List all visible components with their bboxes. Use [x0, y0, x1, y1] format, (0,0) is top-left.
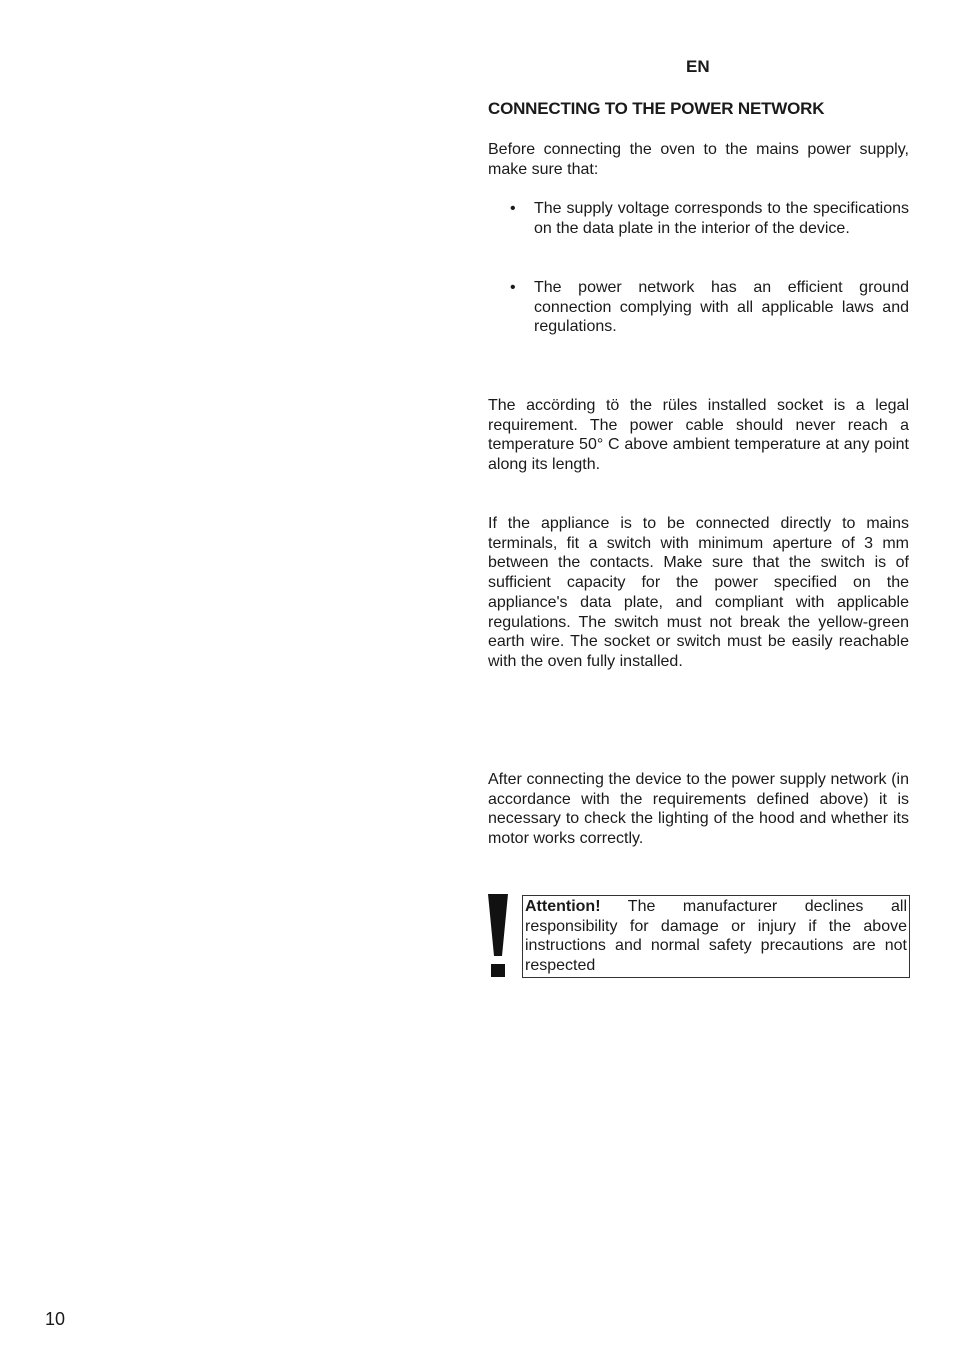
exclamation-icon [486, 894, 510, 978]
socket-paragraph: The accörding tö the rüles installed socket is a legal requirement. The power cable should never reach a temperature 50° C above ambient temperature at any point along its length. [488, 397, 909, 474]
condition-item [488, 278, 909, 337]
condition-item [488, 199, 909, 238]
bullet-marker: • [510, 279, 516, 296]
page-number: 10 [45, 1309, 66, 1329]
bullet-marker: • [510, 200, 516, 217]
condition-text: The power network has an efficient ground connection complying with all applicable laws and regulations. [534, 279, 909, 336]
section-title: CONNECTING TO THE POWER NETWORK [488, 99, 825, 118]
conditions-list [488, 199, 909, 238]
language-code: EN [686, 57, 710, 76]
attention-notice [522, 895, 910, 978]
condition-text: The supply voltage corresponds to the specifications on the data plate in the interior of the device. [534, 200, 909, 237]
switch-paragraph: If the appliance is to be connected directly to mains terminals, fit a switch with minimum aperture of 3 mm between the contacts. Make sure that the switch is of sufficient capacity for the power specified on the appliance's data plate, and compliant with applicable regulations. The switch must not break the yellow-green earth wire. The socket or switch must be easily reachable with the oven fully installed. [488, 515, 909, 670]
conditions-list-2 [488, 278, 909, 337]
intro-paragraph: Before connecting the oven to the mains power supply, make sure that: [488, 141, 909, 178]
check-paragraph: After connecting the device to the power supply network (in accordance with the requirements defined above) it is necessary to check the lighting of the hood and whether its motor works correctly. [488, 771, 909, 848]
attention-label: Attention! [525, 898, 601, 915]
attention-text: The manufacturer declines all responsibility for damage or injury if the above instructions and normal safety precautions are not respected [525, 898, 907, 975]
